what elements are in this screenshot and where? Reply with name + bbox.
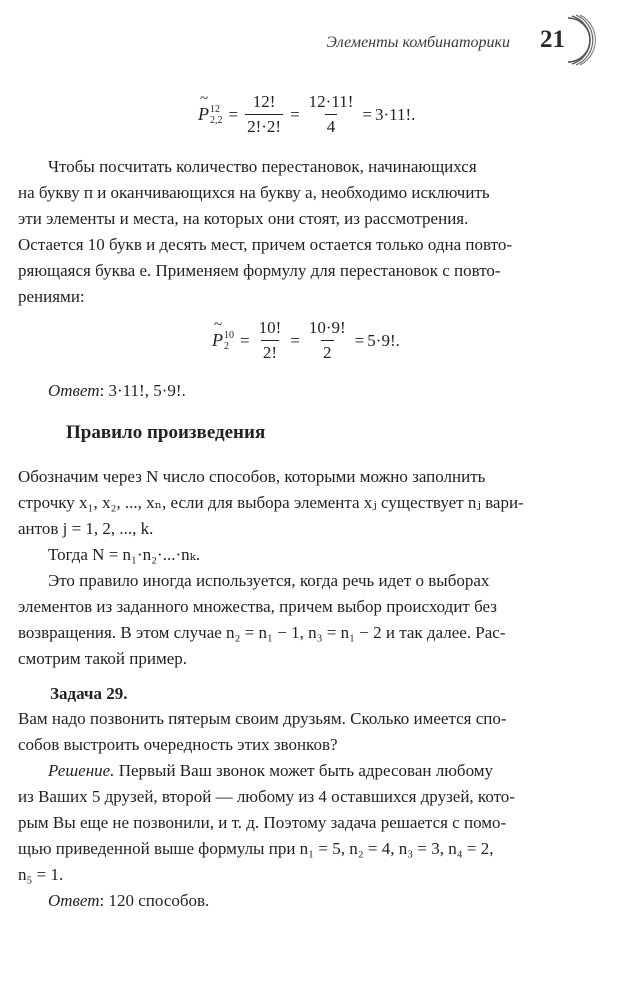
- fraction: $\frac{12\cdot 11!}{4}$: [308, 92, 354, 136]
- section-heading: Правило произведения: [66, 422, 266, 443]
- answer-2: [48, 888, 568, 914]
- formula-subscript: 2: [224, 340, 229, 352]
- answer-text: : 3·11!, 5·9!.: [99, 381, 186, 400]
- formula-result: 3·11!.: [374, 104, 416, 124]
- fraction: $\frac{12!}{2!\cdot 2!}$: [247, 92, 282, 136]
- formula-permutations-12: ~ P 12 2,2 = $\frac{12!}{2!\cdot 2!}$ = $\frac{12\cdot 11!}{4}$ = 3·11!.: [198, 91, 416, 136]
- task-statement: Вам надо позвонить пятерым своим друзьям. Сколько имеется спо- собов выстроить очередность этих звонков?: [18, 709, 507, 754]
- page-number-arcs-icon: [562, 14, 604, 66]
- rule-formula-line: Тогда N = n₁·n₂·...·nₖ.: [48, 545, 201, 564]
- answer-label: Ответ: [48, 891, 100, 910]
- paragraph-rule: Обозначим через N число способов, которыми можно заполнить строчку x₁, x₂, ..., xₙ, если для выбора элемента xⱼ существует nⱼ вари- антов j = 1, 2, ..., k. Тогда N = n₁·n₂·...·nₖ. Это правило иногда используется, когда речь идет о выборах элементов из заданного множества, причем выбор происходит без возвращения. В этом случае n₂ = n₁ − 1, n₃ = n₁ − 2 и так далее. Рас- смотрим такой пример.: [18, 464, 570, 672]
- formula-result: 5·9!.: [367, 330, 400, 350]
- answer-1: [48, 378, 568, 404]
- formula-superscript: 10: [224, 329, 234, 341]
- formula-permutations-10: ~ P 10 2 = $\frac{10!}{2!}$ = $\frac{10\cdot 9!}{2}$ = 5·9!.: [212, 317, 400, 362]
- formula-symbol: ~ P: [212, 317, 223, 350]
- solution-label: Решение.: [48, 761, 115, 780]
- task-title: Задача 29.: [50, 684, 128, 703]
- answer-label: Ответ: [48, 381, 100, 400]
- fraction: $\frac{10\cdot 9!}{2}$: [308, 318, 346, 362]
- paragraph-permutations: Чтобы посчитать количество перестановок, начинающихся на букву п и оканчивающихся на букву а, необходимо исключить эти элементы и места, на которых они стоят, из рассмотрения. Остается 10 букв и десять мест, причем остается только одна повто- ряющаяся буква е. Применяем формулу для перестановок с повто- рениями:: [18, 157, 513, 306]
- formula-superscript: 12: [210, 103, 220, 115]
- formula-subscript: 2,2: [210, 114, 223, 126]
- fraction: $\frac{10!}{2!}$: [258, 318, 282, 362]
- page-number: 21: [540, 26, 565, 53]
- answer-text: : 120 способов.: [99, 891, 210, 910]
- formula-symbol: ~ P: [198, 91, 209, 124]
- solution: Решение. Первый Ваш звонок может быть адресован любому из Ваших 5 друзей, второй — любому из 4 оставшихся друзей, кото- рым Вы еще не позвонили, и т. д. Поэтому задача решается с помо- щью приведенной выше формулы при n₁ = 5, n₂ = 4, n₃ = 3, n₄ = 2, n₅ = 1.: [18, 761, 515, 884]
- running-title: Элементы комбинаторики: [326, 34, 510, 51]
